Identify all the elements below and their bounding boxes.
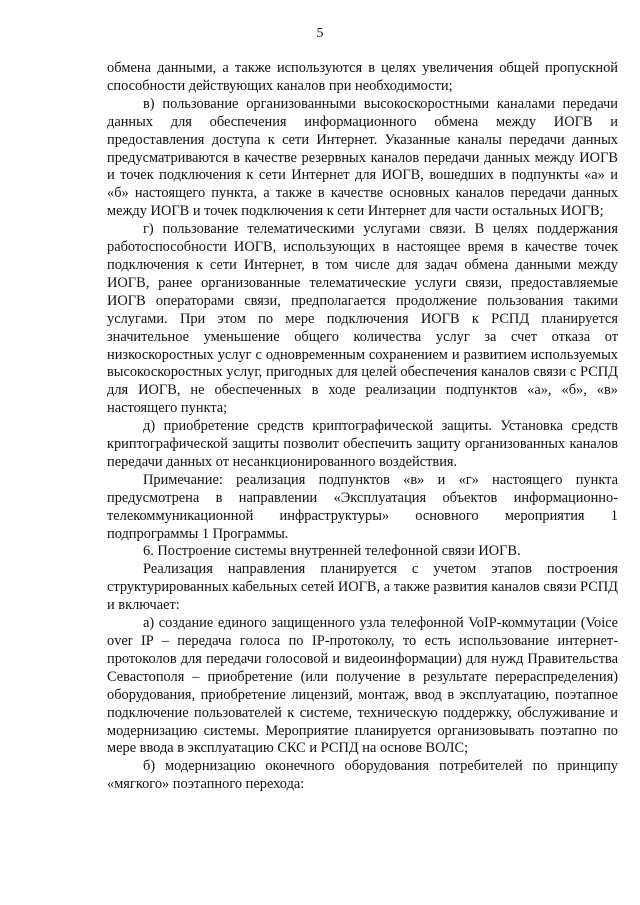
section-heading-6: 6. Построение системы внутренней телефонной связи ИОГВ. — [143, 543, 521, 560]
paragraph-note: Примечание: реализация подпунктов «в» и «г» настоящего пункта предусмотрена в направлении «Эксплуатация объектов информационно-телекоммуникационной инфраструктуры» основного мероприятия 1 подпрограммы 1 Программы. — [107, 471, 618, 542]
paragraph-section-6-intro: Реализация направления планируется с учетом этапов построения структурированных кабельных сетей ИОГВ, а также развития каналов связи РСПД и включает: — [107, 561, 618, 614]
document-body — [107, 60, 618, 794]
paragraph-item-g: г) пользование телематическими услугами связи. В целях поддержания работоспособности ИОГВ, использующих в настоящее время в качестве точек подключения к сети Интернет, в том числе для задач обмена данными между ИОГВ, ранее организованные телематические услуги связи, предоставляемые ИОГВ операторами связи, предполагается продолжение пользования такими услугами. При этом по мере подключения ИОГВ к РСПД планируется значительное уменьшение общего количества услуг за счет отказа от низкоскоростных услуг с одновременным сохранением и развитием используемых высокоскоростных услуг, пригодных для целей обеспечения каналов связи с РСПД для ИОГВ, не обеспеченных в ходе реализации подпунктов «а», «б», «в» настоящего пункта; — [107, 221, 618, 417]
paragraph-item-v: в) пользование организованными высокоскоростными каналами передачи данных для обеспечения информационного обмена между ИОГВ и предоставления доступа к сети Интернет. Указанные каналы передачи данных предусматриваются в качестве резервных каналов передачи данных между ИОГВ и точек подключения к сети Интернет для ИОГВ, вошедших в подпункты «а» и «б» настоящего пункта, а также в качестве основных каналов передачи данных между ИОГВ и точек подключения к сети Интернет для части остальных ИОГВ; — [107, 95, 618, 220]
paragraph-item-a: а) создание единого защищенного узла телефонной VoIP-коммутации (Voice over IP – передача голоса по IP-протоколу, то есть использование интернет-протоколов для передачи голосовой и видеоинформации) для нужд Правительства Севастополя – приобретение (или получение в результате перераспределения) оборудования, приобретение лицензий, монтаж, ввод в эксплуатацию, поэтапное подключение пользователей к системе, техническую поддержку, обслуживание и модернизацию системы. Мероприятие планируется организовывать поэтапно по мере ввода в эксплуатацию СКС и РСПД на основе ВОЛС; — [107, 615, 618, 757]
paragraph-continuation: обмена данными, а также используются в целях увеличения общей пропускной способности действующих каналов при необходимости; — [107, 60, 618, 94]
paragraph-item-d: д) приобретение средств криптографической защиты. Установка средств криптографической защиты позволит обеспечить защиту организованных каналов передачи данных от несанкционированного воздействия. — [107, 418, 618, 470]
paragraph-item-b: б) модернизацию оконечного оборудования потребителей по принципу «мягкого» поэтапного перехода: — [107, 758, 618, 793]
page-number: 5 — [316, 26, 324, 41]
